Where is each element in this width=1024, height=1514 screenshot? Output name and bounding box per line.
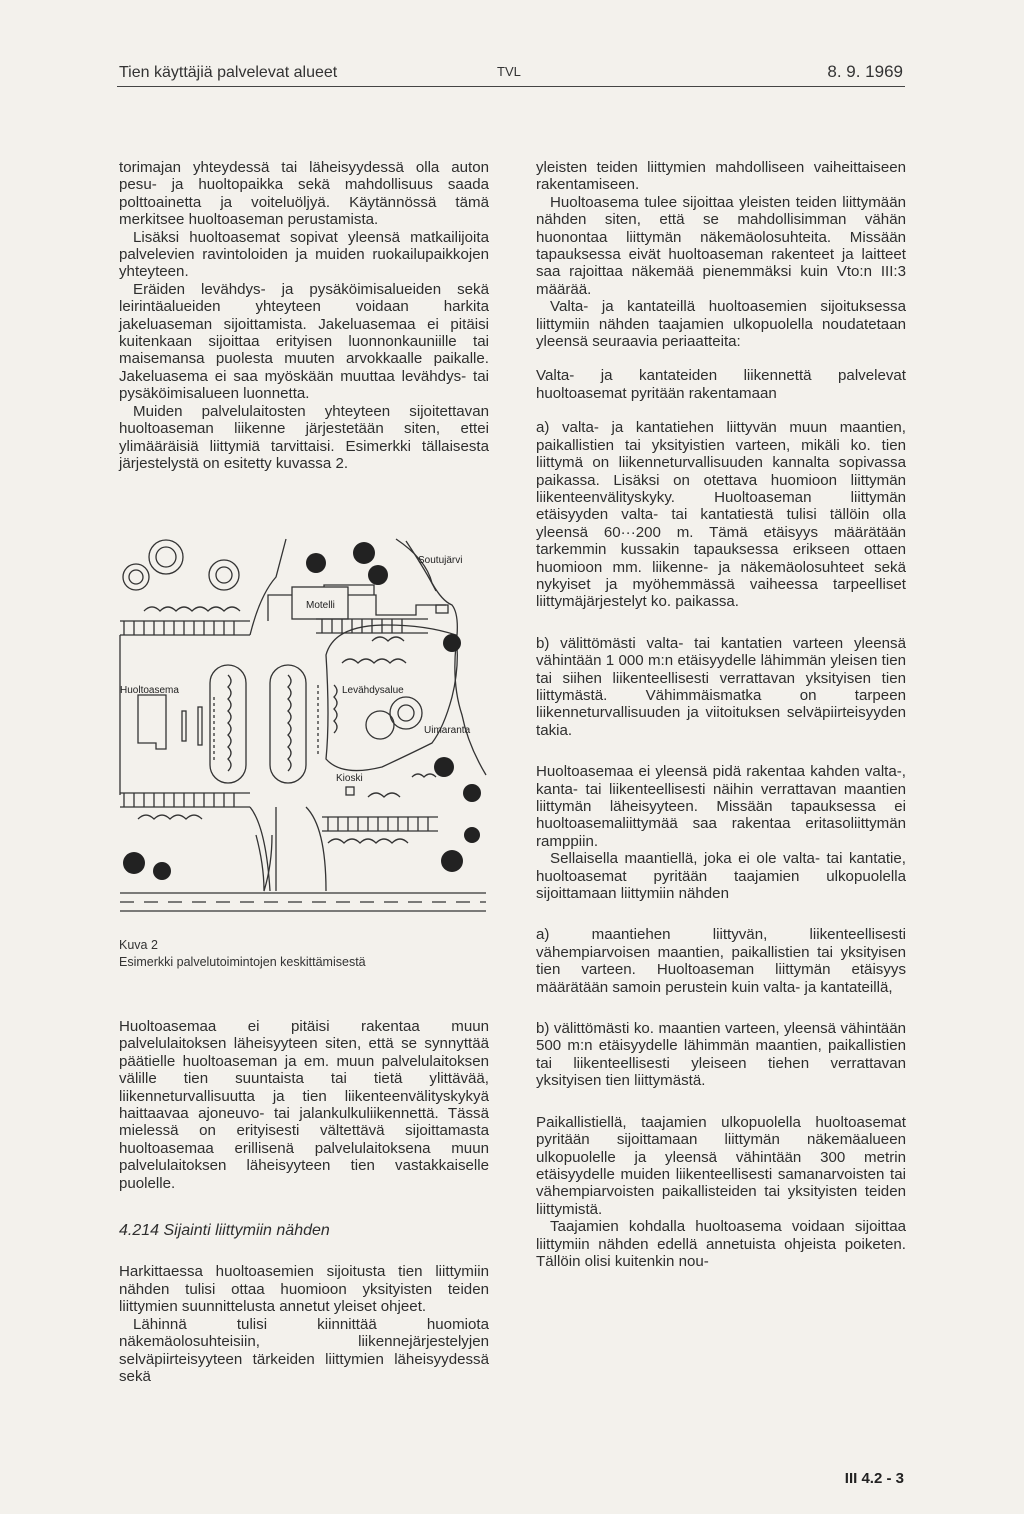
paragraph: Eräiden levähdys- ja pysäköimisalueiden sekä leirintäalueiden yhteyteen voidaan harkita jakeluaseman sijoittamista. Jakeluasemaa ei pitäisi kuitenkaan sijoittaa erityisen luonnonkauniille tai maisemansa puolesta muuten arvokkaalle paikalle. Jakeluasema ei saa myöskään muuttaa levähdys- tai pysäköimisalueen luonnetta. [119, 280, 489, 403]
header-rule [117, 86, 905, 87]
left-column-top [119, 159, 489, 472]
paragraph: yleisten teiden liittymien mahdolliseen vaiheittaiseen rakentamiseen. [536, 159, 906, 194]
label-soutujarvi: Soutujärvi [418, 555, 463, 566]
page-header [119, 62, 903, 88]
kiosk-building [346, 787, 354, 795]
tree-icon [353, 542, 375, 564]
right-column [536, 159, 906, 1270]
label-motelli: Motelli [306, 600, 335, 611]
paragraph: Lähinnä tulisi kiinnittää huomiota näkemäolosuhteisiin, liikennejärjestelyjen selväpiirteisyyteen tärkeiden liittymien läheisyydessä sekä [119, 1315, 489, 1385]
paragraph: Huoltoasema tulee sijoittaa yleisten teiden liittymään nähden siten, että se mahdollisimman vähän huonontaa liittymän näkemäolosuhteita. Missään tapauksessa eivät huoltoaseman rakenteet ja laitteet saa rajoittaa näkemää pienemmäksi kuin Vto:n III:3 määrää. [536, 193, 906, 298]
tree-icon [149, 540, 183, 574]
paragraph: Valta- ja kantateillä huoltoasemien sijoituksessa liittymiin nähden taajamien ulkopuolella noudatetaan yleensä seuraavia periaatteita: [536, 298, 906, 351]
page-number: III 4.2 - 3 [844, 1470, 904, 1487]
label-uimaranta: Uimaranta [424, 725, 471, 736]
tree-icon [434, 757, 454, 777]
paragraph: torimajan yhteydessä tai läheisyydessä olla auton pesu- ja huoltopaikka sekä mahdollisuus saada polttoainetta ja voiteluöljyä. Käytännössä tämä merkitsee huoltoaseman perustamista. [119, 159, 489, 229]
tree-icon [390, 697, 422, 729]
tree-icon [368, 565, 388, 585]
label-levahdysalue: Levähdysalue [342, 685, 404, 696]
tree-icon [123, 564, 149, 590]
left-column-bottom [119, 1018, 489, 1385]
paragraph: Valta- ja kantateiden liikennettä palvelevat huoltoasemat pyritään rakentamaan [536, 367, 906, 402]
paragraph: Huoltoasemaa ei yleensä pidä rakentaa kahden valta-, kanta- tai liikenteellisesti näihin verrattavan maantien liittymän läheisyyteen. Missään tapauksessa ei huoltoasemaliittymää saa rakentaa eritasoliittymän ramppiin. [536, 763, 906, 850]
list-item: a) valta- ja kantatiehen liittyvän muun maantien, paikallistien tai yksityistien varteen, mikäli ko. tien liittymä on liikenneturvallisuuden kannalta sopivassa paikassa. Lisäksi on otettava huomioon liittymän liikenteenvälityskyky. Huoltoaseman liittymän etäisyyden valta- tai kantatiestä tulisi tällöin olla yleensä 60···200 m. Tämä etäisyys määrätään tarkemmin kussakin tapauksessa erikseen ottaen huomioon mm. liikenne- ja näkemäolosuhteet sekä nykyiset ja myöhemmässä vaiheessa tarpeelliset liittymäjärjestelyt ko. paikassa. [536, 419, 906, 611]
paragraph: Taajamien kohdalla huoltoasema voidaan sijoittaa liittymiin nähden edellä annetuista ohjeista poiketen. Tällöin olisi kuitenkin nou- [536, 1218, 906, 1270]
label-huoltoasema: Huoltoasema [120, 685, 179, 696]
tree-icon [306, 553, 326, 573]
tree-icon [123, 852, 145, 874]
figure-caption [119, 937, 489, 971]
caption-text: Esimerkki palvelutoimintojen keskittämisestä [119, 955, 366, 969]
list-item: a) maantiehen liittyvän, liikenteellisesti vähempiarvoisen maantien, paikallistien tai yksityisen tien varteen. Huoltoaseman liittymän etäisyys määrätään samoin perustein kuin valta- ja kantateillä, [536, 926, 906, 996]
header-title: Tien käyttäjiä palvelevat alueet [119, 64, 338, 81]
site-plan-diagram [116, 535, 492, 915]
label-kioski: Kioski [336, 773, 363, 784]
caption-number: Kuva 2 [119, 938, 158, 952]
tree-icon [153, 862, 171, 880]
tree-icon [443, 634, 461, 652]
section-heading: 4.214 Sijainti liittymiin nähden [119, 1222, 330, 1240]
paragraph: Lisäksi huoltoasemat sopivat yleensä matkailijoita palvelevien ravintoloiden ja muiden ruokailupaikkojen yhteyteen. [119, 228, 489, 281]
paragraph: Paikallistiellä, taajamien ulkopuolella huoltoasemat pyritään sijoittamaan liittymän näkemäalueen ulkopuolelle ja yleensä vähintään 300 metrin etäisyydelle muiden liikenteellisesti samanarvoisten tai vähempiarvoisten paikallisteiden tai yksityisten teiden liittymistä. [536, 1113, 906, 1218]
header-org: TVL [497, 64, 521, 79]
tree-icon [464, 827, 480, 843]
header-date: 8. 9. 1969 [827, 62, 903, 81]
list-item: b) välittömästi ko. maantien varteen, yleensä vähintään 500 m:n etäisyydelle lähimmän maantien, paikallistien tai liikenteellisesti yleiseen tiehen verrattavan yksityisen tien liittymästä. [536, 1020, 906, 1090]
paragraph: Sellaisella maantiellä, joka ei ole valta- tai kantatie, huoltoasemat pyritään taajamien ulkopuolella sijoittamaan liittymiin nähden [536, 850, 906, 903]
paragraph: Huoltoasemaa ei pitäisi rakentaa muun palvelulaitoksen läheisyyteen siten, että se synnyttää päätielle huoltoaseman ja em. muun palvelulaitoksen välille tien suuntaista tai tietä ylittävää, liikenneturvallisuutta ja tien liikenteenvälityskykyä haittaavaa ajoneuvo- tai jalankulkuliikennettä. Tässä mielessä on erityisesti vältettävä sijoittamasta huoltoasemaa erillisenä palvelulaitoksena muun palvelulaitoksen läheisyyteen tien vastakkaiselle puolelle. [119, 1018, 489, 1192]
tree-icon [441, 850, 463, 872]
paragraph: Harkittaessa huoltoasemien sijoitusta tien liittymiin nähden tulisi ottaa huomioon yksityisten teiden liittymien suunnittelusta annetut yleiset ohjeet. [119, 1263, 489, 1316]
paragraph: Muiden palvelulaitosten yhteyteen sijoitettavan huoltoaseman liikenne järjestetään siten, ettei ylimääräisiä liittymiä tarvittaisi. Esimerkki tällaisesta järjestelystä on esitetty kuvassa 2. [119, 402, 489, 472]
tree-icon [209, 560, 239, 590]
tree-icon [463, 784, 481, 802]
list-item: b) välittömästi valta- tai kantatien varteen yleensä vähintään 1 000 m:n etäisyydelle lähimmän yleisen tien tai siihen liikenteellisesti verrattavan yksityisen tien liittymästä. Vähimmäismatka on tarpeen liikenneturvallisuuden ja viitoituksen selväpiirteisyyden takia. [536, 634, 906, 739]
